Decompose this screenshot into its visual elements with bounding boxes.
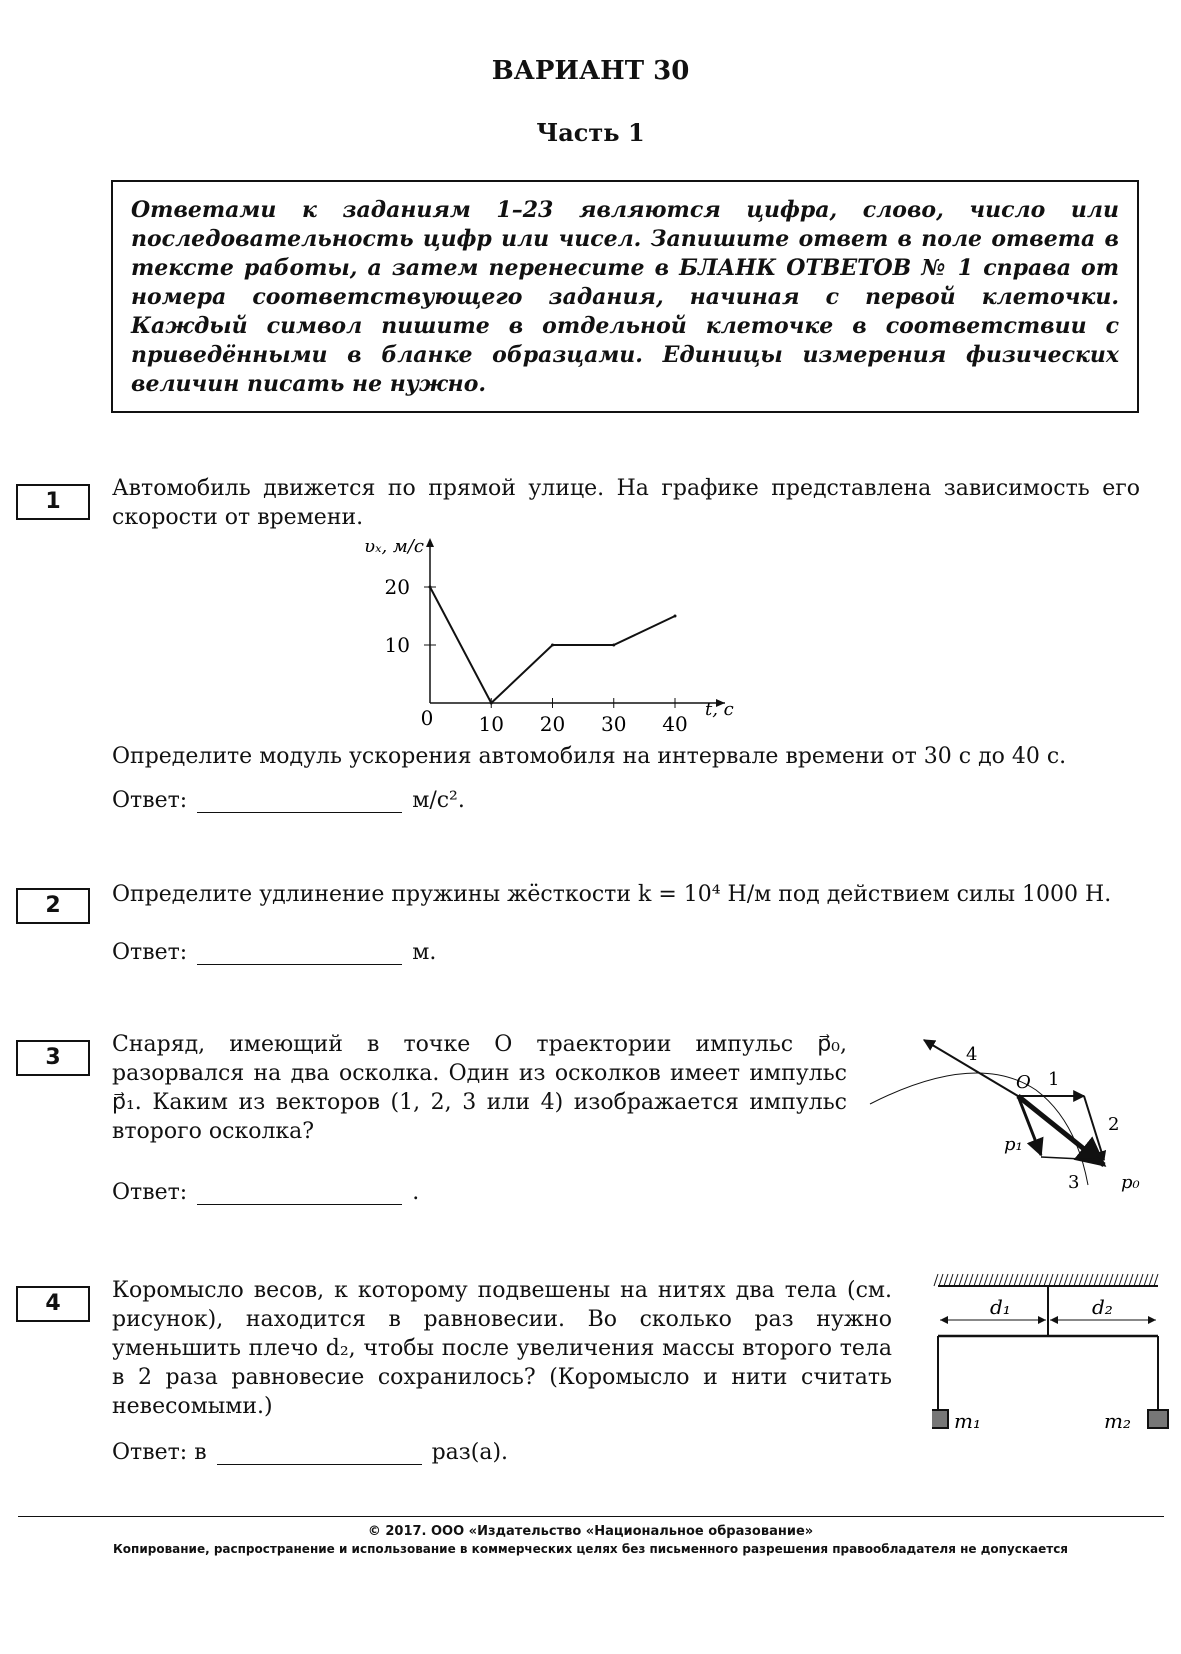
answer-field-3[interactable]	[197, 1182, 402, 1205]
task-number-4: 4	[16, 1286, 90, 1322]
answer-label: Ответ:	[112, 1180, 188, 1205]
mass-2-block	[1148, 1410, 1168, 1428]
ceiling-hatch	[934, 1274, 1158, 1286]
data-point	[551, 644, 554, 647]
variant-title: ВАРИАНТ 30	[491, 56, 690, 86]
answer-unit: .	[412, 1180, 420, 1205]
data-point	[612, 644, 615, 647]
answer-label: Ответ:	[112, 940, 188, 965]
task-2-text: Определите удлинение пружины жёсткости k = 10⁴ Н/м под действием силы 1000 Н.	[112, 882, 1112, 907]
task-3-text: Снаряд, имеющий в точке O траектории импульс p⃗₀, разорвался на два осколка. Один из осколков имеет импульс p⃗₁. Каким из векторов (1, 2, 3 или 4) изображается импульс второго осколка?	[112, 1032, 847, 1144]
footer-copyright: © 2017. ООО «Издательство «Национальное образование»	[367, 1524, 814, 1539]
label-4: 4	[966, 1044, 978, 1065]
answer-field-4[interactable]	[217, 1442, 422, 1465]
label-p1: p₁	[1004, 1134, 1023, 1155]
velocity-time-chart	[340, 530, 800, 735]
point-o-label: O	[1016, 1072, 1031, 1093]
footer-notice: Копирование, распространение и использование в коммерческих целях без письменного разрешения правообладателя не допускается	[112, 1542, 1069, 1556]
x-tick-label: 20	[539, 712, 566, 735]
momentum-vectors-figure	[866, 1030, 1166, 1200]
answer-unit: м.	[412, 940, 437, 965]
label-d2: d₂	[1092, 1295, 1113, 1319]
answer-field-2[interactable]	[197, 942, 402, 965]
task-1-question: Определите модуль ускорения автомобиля на интервале времени от 30 с до 40 с.	[112, 744, 1067, 769]
task-3-answer-row	[112, 1180, 419, 1205]
x-tick-label: 30	[601, 712, 627, 735]
answer-field-1[interactable]	[197, 790, 402, 813]
answer-unit: раз(а).	[431, 1440, 509, 1465]
label-m1: m₁	[954, 1409, 981, 1433]
y-tick-label: 20	[384, 575, 410, 599]
y-axis-label: υₓ, м/с	[364, 536, 424, 557]
data-point	[674, 615, 677, 618]
x-tick-label: 40	[662, 712, 688, 735]
label-1: 1	[1048, 1069, 1060, 1090]
y-axis-arrow	[426, 538, 434, 547]
label-m2: m₂	[1104, 1409, 1131, 1433]
part-title: Часть 1	[536, 118, 645, 147]
y-tick-label: 10	[384, 633, 410, 657]
label-p0: p₀	[1121, 1172, 1140, 1193]
task-1-text: Автомобиль движется по прямой улице. На графике представлена зависимость его скорости от времени.	[112, 476, 1140, 530]
instructions-box: Ответами к заданиям 1–23 являются цифра, слово, число или последовательность цифр или чисел. Запишите ответ в поле ответа в тексте работы, а затем перенесите в БЛАНК ОТВЕТОВ № 1 справа от номера соответствующего задания, начиная с первой клеточки. Каждый символ пишите в отдельной клеточке в соответствии с приведёнными в бланке образцами. Единицы измерения физических величин писать не нужно.	[111, 180, 1139, 413]
mass-1-block	[932, 1410, 948, 1428]
task-number-3: 3	[16, 1040, 90, 1076]
label-2: 2	[1108, 1114, 1120, 1135]
data-point	[490, 702, 493, 705]
balance-beam-figure	[932, 1268, 1172, 1438]
x-tick-label: 0	[420, 706, 434, 730]
task-number-2: 2	[16, 888, 90, 924]
answer-label: Ответ: в	[112, 1440, 207, 1465]
task-2-answer-row	[112, 940, 436, 965]
task-4-text: Коромысло весов, к которому подвешены на нитях два тела (см. рисунок), находится в равновесии. Во сколько раз нужно уменьшить плечо d₂, чтобы после увеличения массы второго тела в 2 раза равновесие сохранилось? (Коромысло и нити считать невесомыми.)	[112, 1278, 892, 1419]
data-point	[429, 586, 432, 589]
task-1-answer-row	[112, 788, 465, 813]
label-3: 3	[1068, 1172, 1080, 1193]
label-d1: d₁	[990, 1295, 1011, 1319]
answer-unit: м/с².	[412, 788, 465, 813]
x-tick-label: 10	[478, 712, 504, 735]
x-axis-label: t, с	[705, 699, 734, 720]
task-number-1: 1	[16, 484, 90, 520]
task-4-answer-row	[112, 1440, 508, 1465]
footer-divider	[18, 1516, 1164, 1517]
answer-label: Ответ:	[112, 788, 188, 813]
